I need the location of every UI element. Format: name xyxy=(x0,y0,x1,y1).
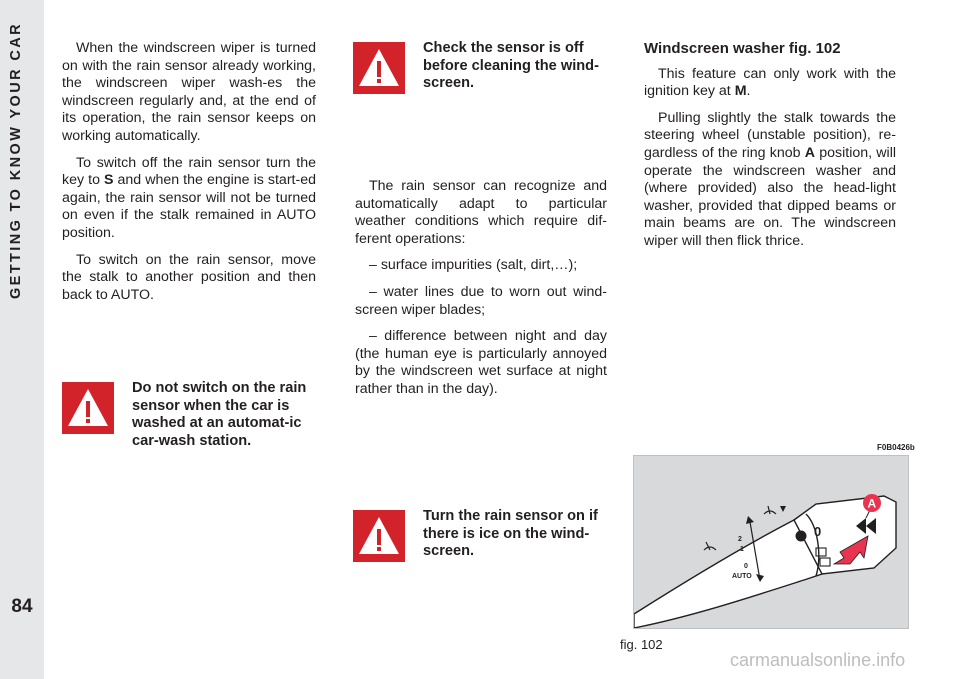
warning-triangle-icon xyxy=(62,382,114,434)
svg-text:2: 2 xyxy=(738,536,742,543)
warning-text: Check the sensor is off before cleaning the wind-screen. xyxy=(423,40,599,92)
ring-zero-label: 0 xyxy=(814,524,822,539)
wiper-stalk-illustration xyxy=(634,456,908,628)
list-item: – surface impurities (salt, dirt,…); xyxy=(369,257,578,274)
paragraph: Pulling slightly the stalk towards the steering wheel (unstable position), re-gardless of the ring knob A position, will operate the windscreen washer and (where provided) also the head-light washer, provided that dipped beams or main beams are on. The windscreen wiper will then flick thrice. xyxy=(644,109,896,249)
section-title: GETTING TO KNOW YOUR CAR xyxy=(8,22,24,299)
paragraph: When the windscreen wiper is turned on with the rain sensor already working, the windscreen wiper wash-es the windscreen regularly and, at the end of its operation, the rain sensor keeps on working automatically. xyxy=(62,40,316,144)
svg-text:0: 0 xyxy=(744,563,748,570)
column-2 xyxy=(355,178,607,408)
warning-clean xyxy=(353,40,607,96)
indicator-dot xyxy=(796,531,807,542)
svg-text:A: A xyxy=(867,496,877,511)
figure-caption: fig. 102 xyxy=(620,637,663,652)
warning-text: Do not switch on the rain sensor when the car is washed at an automat-ic car-wash station. xyxy=(132,380,307,449)
section-heading: Windscreen washer fig. 102 xyxy=(644,40,841,57)
warning-text: Turn the rain sensor on if there is ice on the wind-screen. xyxy=(423,508,598,560)
watermark: carmanualsonline.info xyxy=(730,650,906,670)
warning-carwash xyxy=(62,380,318,450)
svg-text:AUTO: AUTO xyxy=(732,573,752,580)
page-sidebar xyxy=(0,0,44,679)
list-item: – difference between night and day (the human eye is particularly annoyed by the windscreen wet surface at night rather than in the day). xyxy=(355,328,607,397)
warning-ice xyxy=(353,508,607,564)
page-number: 84 xyxy=(11,596,33,617)
warning-triangle-icon xyxy=(353,510,405,562)
figure-code: F0B0426b xyxy=(877,443,915,452)
paragraph: This feature can only work with the ignition key at M. xyxy=(644,65,896,100)
paragraph: To switch on the rain sensor, move the stalk to another position and then back to AUTO. xyxy=(62,251,316,303)
paragraph: The rain sensor can recognize and automatically adapt to particular weather conditions which require dif-ferent operations: xyxy=(355,178,607,247)
figure-stalk xyxy=(633,455,909,629)
list-item: – water lines due to worn out wind-screen wiper blades; xyxy=(355,283,607,318)
warning-triangle-icon xyxy=(353,42,405,94)
column-1 xyxy=(62,40,316,313)
svg-text:1: 1 xyxy=(740,546,744,553)
paragraph: To switch off the rain sensor turn the key to S and when the engine is start-ed again, the rain sensor will not be turned on even if the stalk remained in AUTO position. xyxy=(62,154,316,241)
column-3 xyxy=(644,40,896,260)
